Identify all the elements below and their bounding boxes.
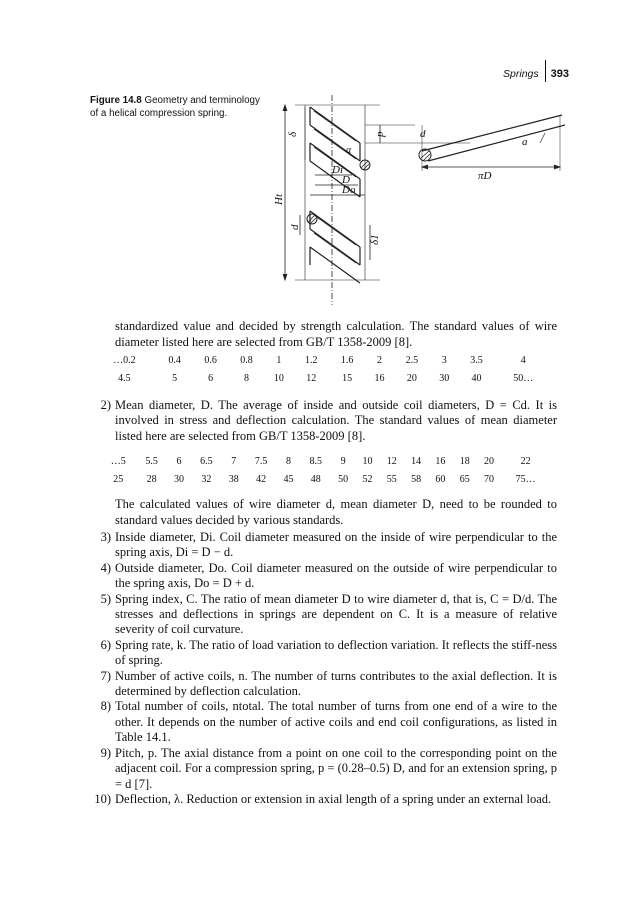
figure-caption-text: Geometry and terminology of a helical compression spring. xyxy=(90,95,260,119)
free-height-symbol: Ht xyxy=(273,194,285,205)
pitch-symbol: p xyxy=(374,131,386,137)
running-header xyxy=(503,66,569,82)
definition-list xyxy=(90,530,557,807)
delta-symbol: δ xyxy=(287,131,299,137)
spring-diagram xyxy=(270,95,565,305)
wire-d-symbol: d xyxy=(420,128,426,140)
list-item: 10) Deflection, λ. Reduction or extension in axial length of a spring under an external load. xyxy=(94,791,552,806)
item-2: 2) Mean diameter, D. The average of inside and outside coil diameters, D = Cd. It is involved in stress and deflection calculation. The standard values of mean diameter listed here are selected from GB/T 1358-2009 [8]. xyxy=(100,398,557,443)
list-item: 4) Outside diameter, Do. Coil diameter measured on the outside of wire perpendicular to the spring axis, Do = D + d. xyxy=(100,560,557,591)
rounding-note: The calculated values of wire diameter d, mean diameter D, need to be rounded to standard values decided by various standards. xyxy=(115,497,557,528)
figure-caption xyxy=(90,95,265,120)
helix-angle-symbol: a xyxy=(522,136,528,148)
list-item: 6) Spring rate, k. The ratio of load variation to deflection variation. It reflects the stiff-ness of spring. xyxy=(100,637,557,668)
list-item: 3) Inside diameter, Di. Coil diameter measured on the inside of wire perpendicular to the spring axis, Di = D − d. xyxy=(100,530,557,560)
list-item: 7) Number of active coils, n. The number of turns contributes to the axial deflection. It is determined by deflection calculation. xyxy=(100,668,557,699)
delta1-symbol: δ1 xyxy=(369,234,381,245)
section-title: Springs xyxy=(503,68,539,80)
intro-paragraph: standardized value and decided by strength calculation. The standard values of wire diameter listed here are selected from GB/T 1358-2009 [8]. xyxy=(115,319,557,350)
list-item: 8) Total number of coils, ntotal. The total number of turns from one end of a wire to the other. It depends on the number of active coils and end coil configurations, as listed in Table 14.1. xyxy=(100,699,557,745)
lower-d-symbol: d xyxy=(289,224,301,230)
mean-diameter-symbol: D xyxy=(342,174,350,186)
outside-diameter-symbol: Do xyxy=(342,184,356,196)
alpha-symbol: α xyxy=(346,145,352,156)
table-row: 25 28 30 32 38 42 45 48 50 52 55 58 60 65 70 75… xyxy=(113,473,536,485)
table-row: …5 5.5 6 6.5 7 7.5 8 8.5 9 10 12 14 16 18 20 22 xyxy=(110,455,531,467)
pi-d-symbol: πD xyxy=(478,170,492,182)
wire-diameter-table xyxy=(92,351,552,387)
figure-label: Figure 14.8 xyxy=(90,95,142,106)
mean-diameter-table xyxy=(100,452,550,488)
table-row: 4.5 5 6 8 10 12 15 16 20 30 40 50… xyxy=(118,372,534,384)
header-divider xyxy=(545,60,546,82)
page-number: 393 xyxy=(550,68,569,80)
inside-diameter-symbol: Di xyxy=(332,164,343,176)
list-item: 9) Pitch, p. The axial distance from a point on one coil to the corresponding point on the adjacent coil. For a compression spring, p = (0.28–0.5) D, and for an extension spring, p = d [7]. xyxy=(100,745,557,791)
list-item: 5) Spring index, C. The ratio of mean diameter D to wire diameter d, that is, C = D/d. The stresses and deflections in springs are dependent on C. It is a measure of relative severity of coil curvature. xyxy=(100,591,557,637)
table-row: …0.2 0.4 0.6 0.8 1 1.2 1.6 2 2.5 3 3.5 4 xyxy=(113,354,526,366)
